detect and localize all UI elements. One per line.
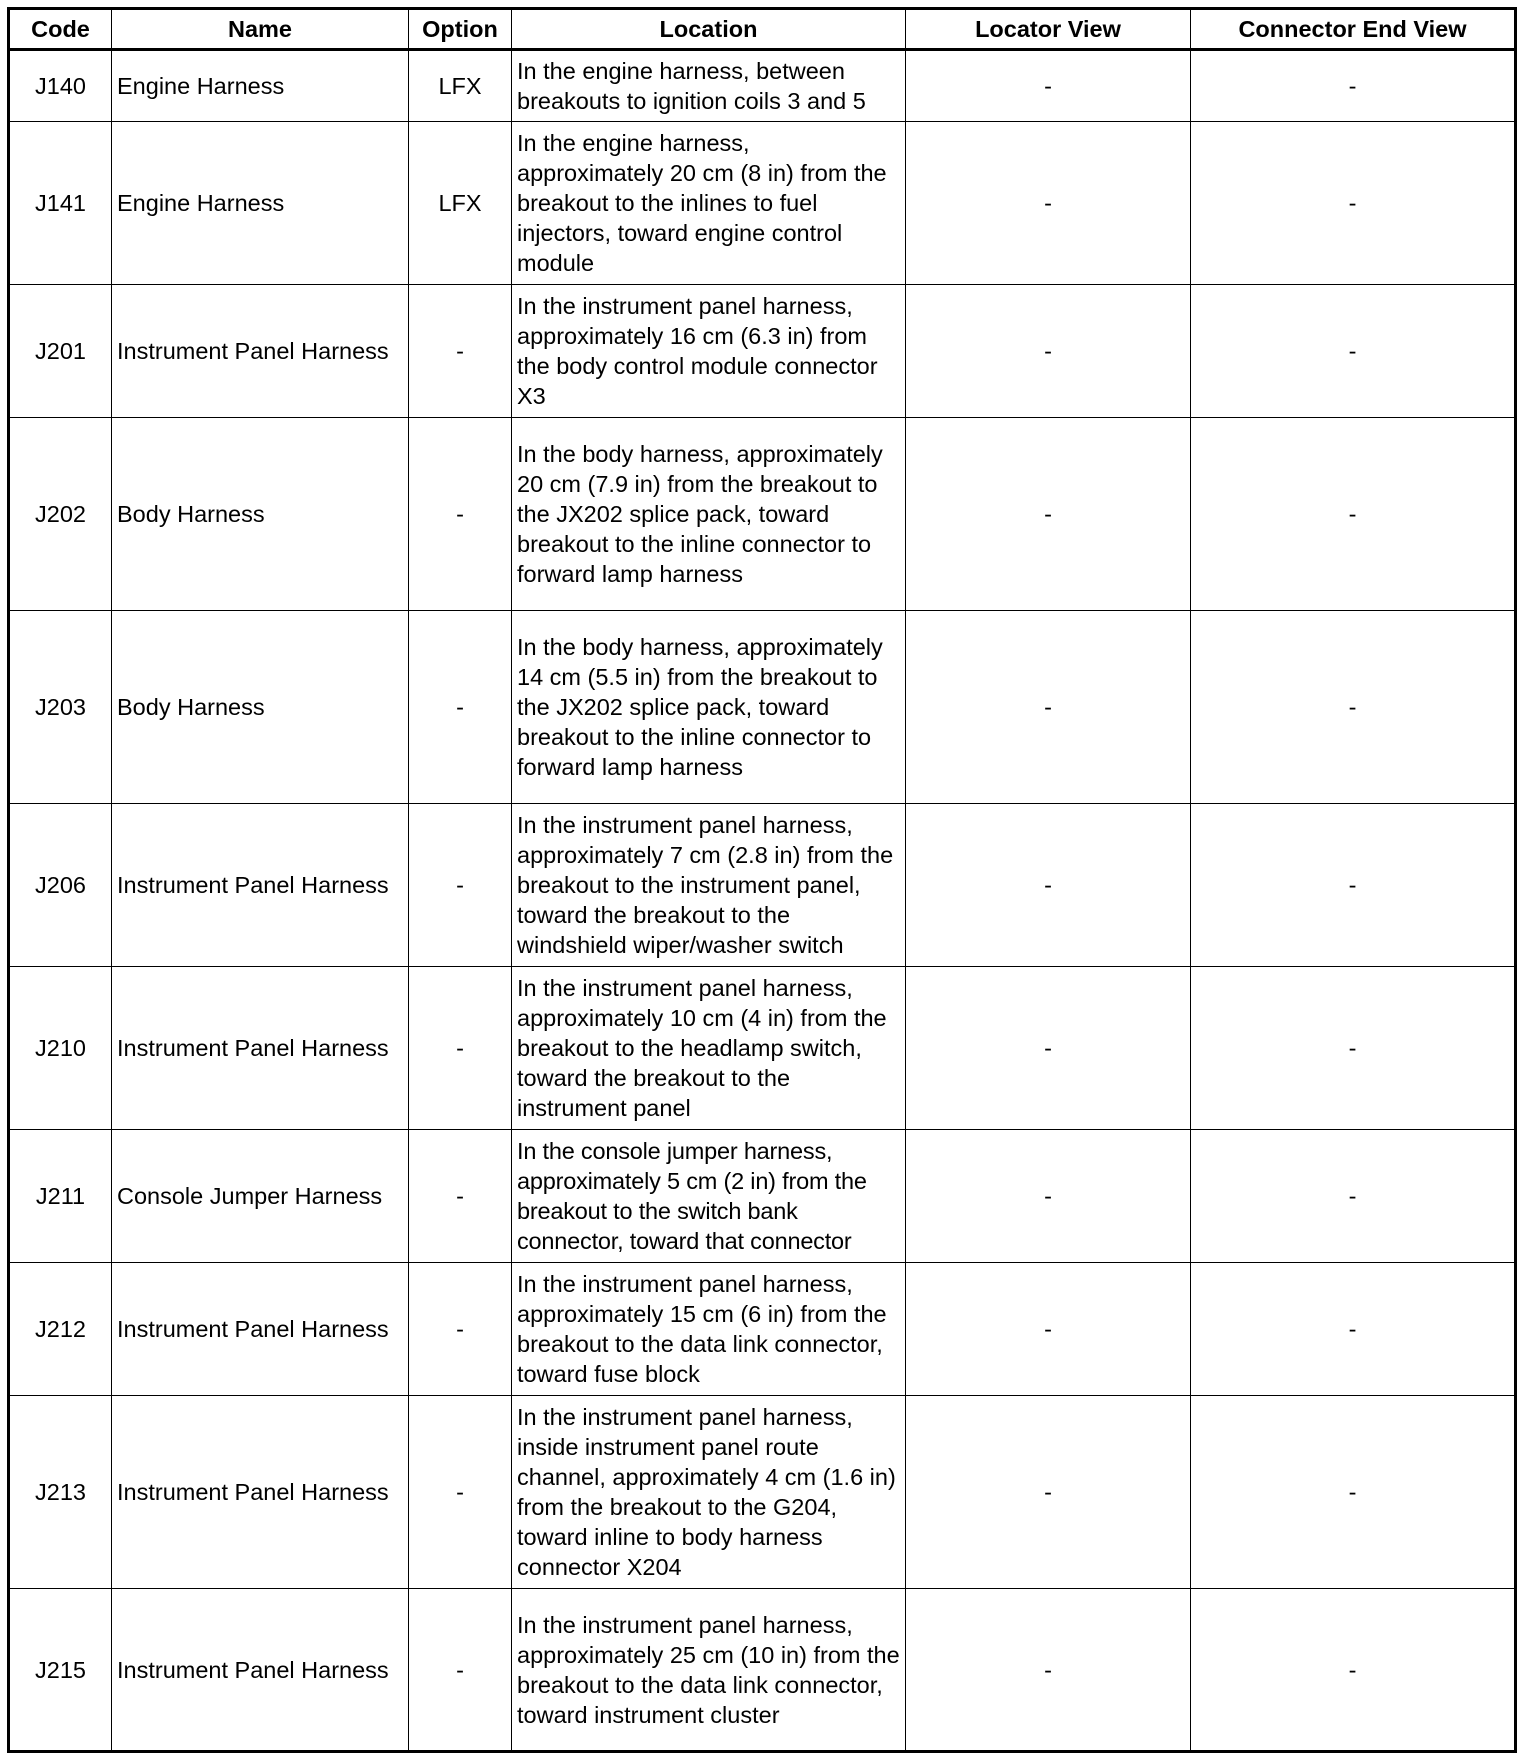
cell-name: Console Jumper Harness [112, 1130, 409, 1263]
cell-code: J206 [9, 804, 112, 967]
cell-connector-end-view: - [1191, 611, 1516, 804]
cell-connector-end-view: - [1191, 122, 1516, 285]
cell-locator-view: - [906, 285, 1191, 418]
table-row [9, 804, 1516, 967]
cell-code: J215 [9, 1589, 112, 1752]
cell-locator-view: - [906, 1589, 1191, 1752]
cell-code: J201 [9, 285, 112, 418]
cell-option: LFX [409, 122, 512, 285]
cell-name: Body Harness [112, 418, 409, 611]
cell-location: In the body harness, approximately 14 cm (5.5 in) from the breakout to the JX202 splice pack, toward breakout to the inline connector to forward lamp harness [512, 611, 906, 804]
cell-locator-view: - [906, 1396, 1191, 1589]
cell-option: - [409, 804, 512, 967]
cell-location: In the instrument panel harness, approximately 25 cm (10 in) from the breakout to the data link connector, toward instrument cluster [512, 1589, 906, 1752]
table-row [9, 122, 1516, 285]
cell-connector-end-view: - [1191, 285, 1516, 418]
cell-name: Instrument Panel Harness [112, 1263, 409, 1396]
table-row [9, 1130, 1516, 1263]
table-row [9, 285, 1516, 418]
cell-connector-end-view: - [1191, 1396, 1516, 1589]
cell-location: In the instrument panel harness, approximately 10 cm (4 in) from the breakout to the headlamp switch, toward the breakout to the instrument panel [512, 967, 906, 1130]
cell-option: - [409, 967, 512, 1130]
cell-name: Instrument Panel Harness [112, 804, 409, 967]
cell-code: J212 [9, 1263, 112, 1396]
cell-locator-view: - [906, 122, 1191, 285]
cell-connector-end-view: - [1191, 804, 1516, 967]
cell-connector-end-view: - [1191, 967, 1516, 1130]
table-row [9, 611, 1516, 804]
cell-code: J141 [9, 122, 112, 285]
header-code: Code [9, 9, 112, 50]
table-row [9, 1263, 1516, 1396]
header-connector-end-view: Connector End View [1191, 9, 1516, 50]
cell-name: Body Harness [112, 611, 409, 804]
cell-location: In the console jumper harness, approximately 5 cm (2 in) from the breakout to the switch bank connector, toward that connector [512, 1130, 906, 1263]
cell-connector-end-view: - [1191, 418, 1516, 611]
cell-option: LFX [409, 50, 512, 122]
cell-location: In the instrument panel harness, approximately 16 cm (6.3 in) from the body control module connector X3 [512, 285, 906, 418]
table-row [9, 418, 1516, 611]
cell-connector-end-view: - [1191, 1589, 1516, 1752]
cell-name: Instrument Panel Harness [112, 285, 409, 418]
cell-locator-view: - [906, 418, 1191, 611]
cell-connector-end-view: - [1191, 1130, 1516, 1263]
cell-code: J210 [9, 967, 112, 1130]
header-location: Location [512, 9, 906, 50]
cell-name: Engine Harness [112, 122, 409, 285]
cell-code: J211 [9, 1130, 112, 1263]
cell-locator-view: - [906, 1263, 1191, 1396]
cell-code: J213 [9, 1396, 112, 1589]
cell-connector-end-view: - [1191, 50, 1516, 122]
table-row [9, 1396, 1516, 1589]
cell-option: - [409, 1396, 512, 1589]
header-name: Name [112, 9, 409, 50]
cell-name: Instrument Panel Harness [112, 1589, 409, 1752]
cell-code: J140 [9, 50, 112, 122]
cell-locator-view: - [906, 967, 1191, 1130]
cell-connector-end-view: - [1191, 1263, 1516, 1396]
cell-option: - [409, 418, 512, 611]
cell-locator-view: - [906, 50, 1191, 122]
header-option: Option [409, 9, 512, 50]
cell-location: In the engine harness, between breakouts to ignition coils 3 and 5 [512, 50, 906, 122]
cell-location: In the instrument panel harness, inside instrument panel route channel, approximately 4 cm (1.6 in) from the breakout to the G204, toward inline to body harness connector X204 [512, 1396, 906, 1589]
header-row [9, 9, 1516, 50]
cell-option: - [409, 1263, 512, 1396]
cell-option: - [409, 611, 512, 804]
cell-option: - [409, 1589, 512, 1752]
table-row [9, 967, 1516, 1130]
cell-location: In the instrument panel harness, approximately 15 cm (6 in) from the breakout to the data link connector, toward fuse block [512, 1263, 906, 1396]
splice-location-table [7, 7, 1517, 1753]
cell-name: Instrument Panel Harness [112, 1396, 409, 1589]
cell-code: J202 [9, 418, 112, 611]
cell-location: In the engine harness, approximately 20 cm (8 in) from the breakout to the inlines to fuel injectors, toward engine control module [512, 122, 906, 285]
cell-option: - [409, 285, 512, 418]
cell-location: In the instrument panel harness, approximately 7 cm (2.8 in) from the breakout to the instrument panel, toward the breakout to the windshield wiper/washer switch [512, 804, 906, 967]
table-row [9, 50, 1516, 122]
cell-option: - [409, 1130, 512, 1263]
table-row [9, 1589, 1516, 1752]
header-locator-view: Locator View [906, 9, 1191, 50]
cell-locator-view: - [906, 611, 1191, 804]
cell-locator-view: - [906, 804, 1191, 967]
cell-name: Instrument Panel Harness [112, 967, 409, 1130]
cell-code: J203 [9, 611, 112, 804]
cell-location: In the body harness, approximately 20 cm (7.9 in) from the breakout to the JX202 splice pack, toward breakout to the inline connector to forward lamp harness [512, 418, 906, 611]
cell-locator-view: - [906, 1130, 1191, 1263]
cell-name: Engine Harness [112, 50, 409, 122]
